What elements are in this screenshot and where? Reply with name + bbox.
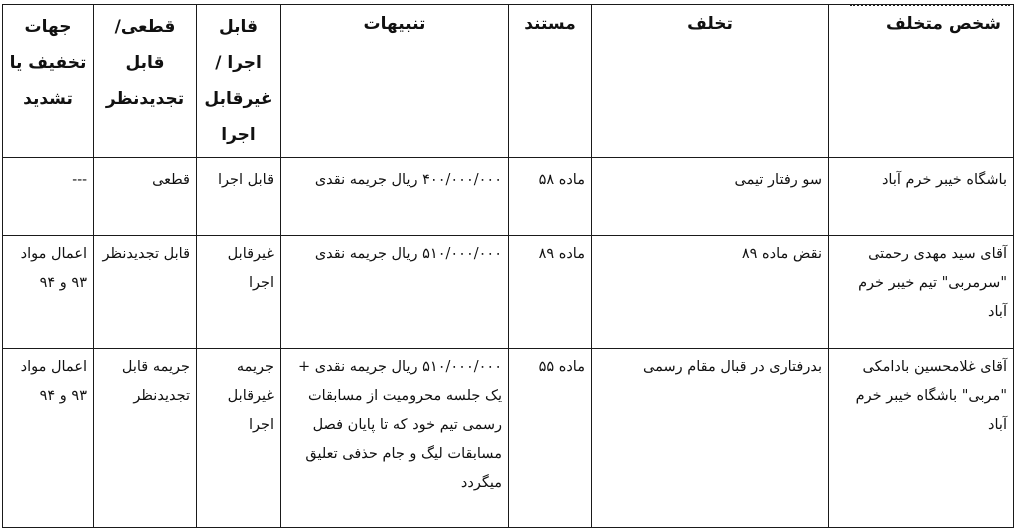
cell-penalties: ۵۱۰/۰۰۰/۰۰۰ ریال جریمه نقدی: [281, 236, 509, 349]
cell-basis: ماده ۵۵: [509, 349, 592, 528]
header-row: [3, 5, 1014, 158]
header-enforceable: قابل اجرا /غیرقابل اجرا: [197, 5, 281, 158]
table-row: [3, 349, 1014, 528]
cell-violation: بدرفتاری در قبال مقام رسمی: [592, 349, 829, 528]
table-row: [3, 236, 1014, 349]
cell-final: قابل تجدیدنظر: [94, 236, 197, 349]
cell-violation: سو رفتار تیمی: [592, 158, 829, 236]
disciplinary-rulings-table: [2, 4, 1014, 528]
cell-mitigation: اعمال مواد ۹۳ و ۹۴: [3, 349, 94, 528]
header-penalties: تنبیهات: [281, 5, 509, 158]
cell-person: آقای سید مهدی رحمتی "سرمربی" تیم خیبر خرم آباد: [829, 236, 1014, 349]
header-final: قطعی/قابل تجدیدنظر: [94, 5, 197, 158]
cell-enforceable: قابل اجرا: [197, 158, 281, 236]
cell-final: قطعی: [94, 158, 197, 236]
cell-mitigation: اعمال مواد ۹۳ و ۹۴: [3, 236, 94, 349]
cell-final: جریمه قابل تجدیدنظر: [94, 349, 197, 528]
header-person: شخص متخلف: [829, 5, 1014, 158]
cell-violation: نقض ماده ۸۹: [592, 236, 829, 349]
cell-basis: ماده ۵۸: [509, 158, 592, 236]
cell-mitigation: ---: [3, 158, 94, 236]
header-violation: تخلف: [592, 5, 829, 158]
cell-penalties: ۴۰۰/۰۰۰/۰۰۰ ریال جریمه نقدی: [281, 158, 509, 236]
header-mitigation: جهات تخفیف یا تشدید: [3, 5, 94, 158]
cell-enforceable: جریمه غیرقابل اجرا: [197, 349, 281, 528]
cell-enforceable: غیرقابل اجرا: [197, 236, 281, 349]
cell-person: آقای غلامحسین بادامکی "مربی" باشگاه خیبر خرم آباد: [829, 349, 1014, 528]
cell-basis: ماده ۸۹: [509, 236, 592, 349]
cell-person: باشگاه خیبر خرم آباد: [829, 158, 1014, 236]
table-row: [3, 158, 1014, 236]
header-basis: مستند: [509, 5, 592, 158]
cell-penalties: ۵۱۰/۰۰۰/۰۰۰ ریال جریمه نقدی + یک جلسه محرومیت از مسابقات رسمی تیم خود که تا پایان فصل مسابقات لیگ و جام حذفی تعلیق میگردد: [281, 349, 509, 528]
